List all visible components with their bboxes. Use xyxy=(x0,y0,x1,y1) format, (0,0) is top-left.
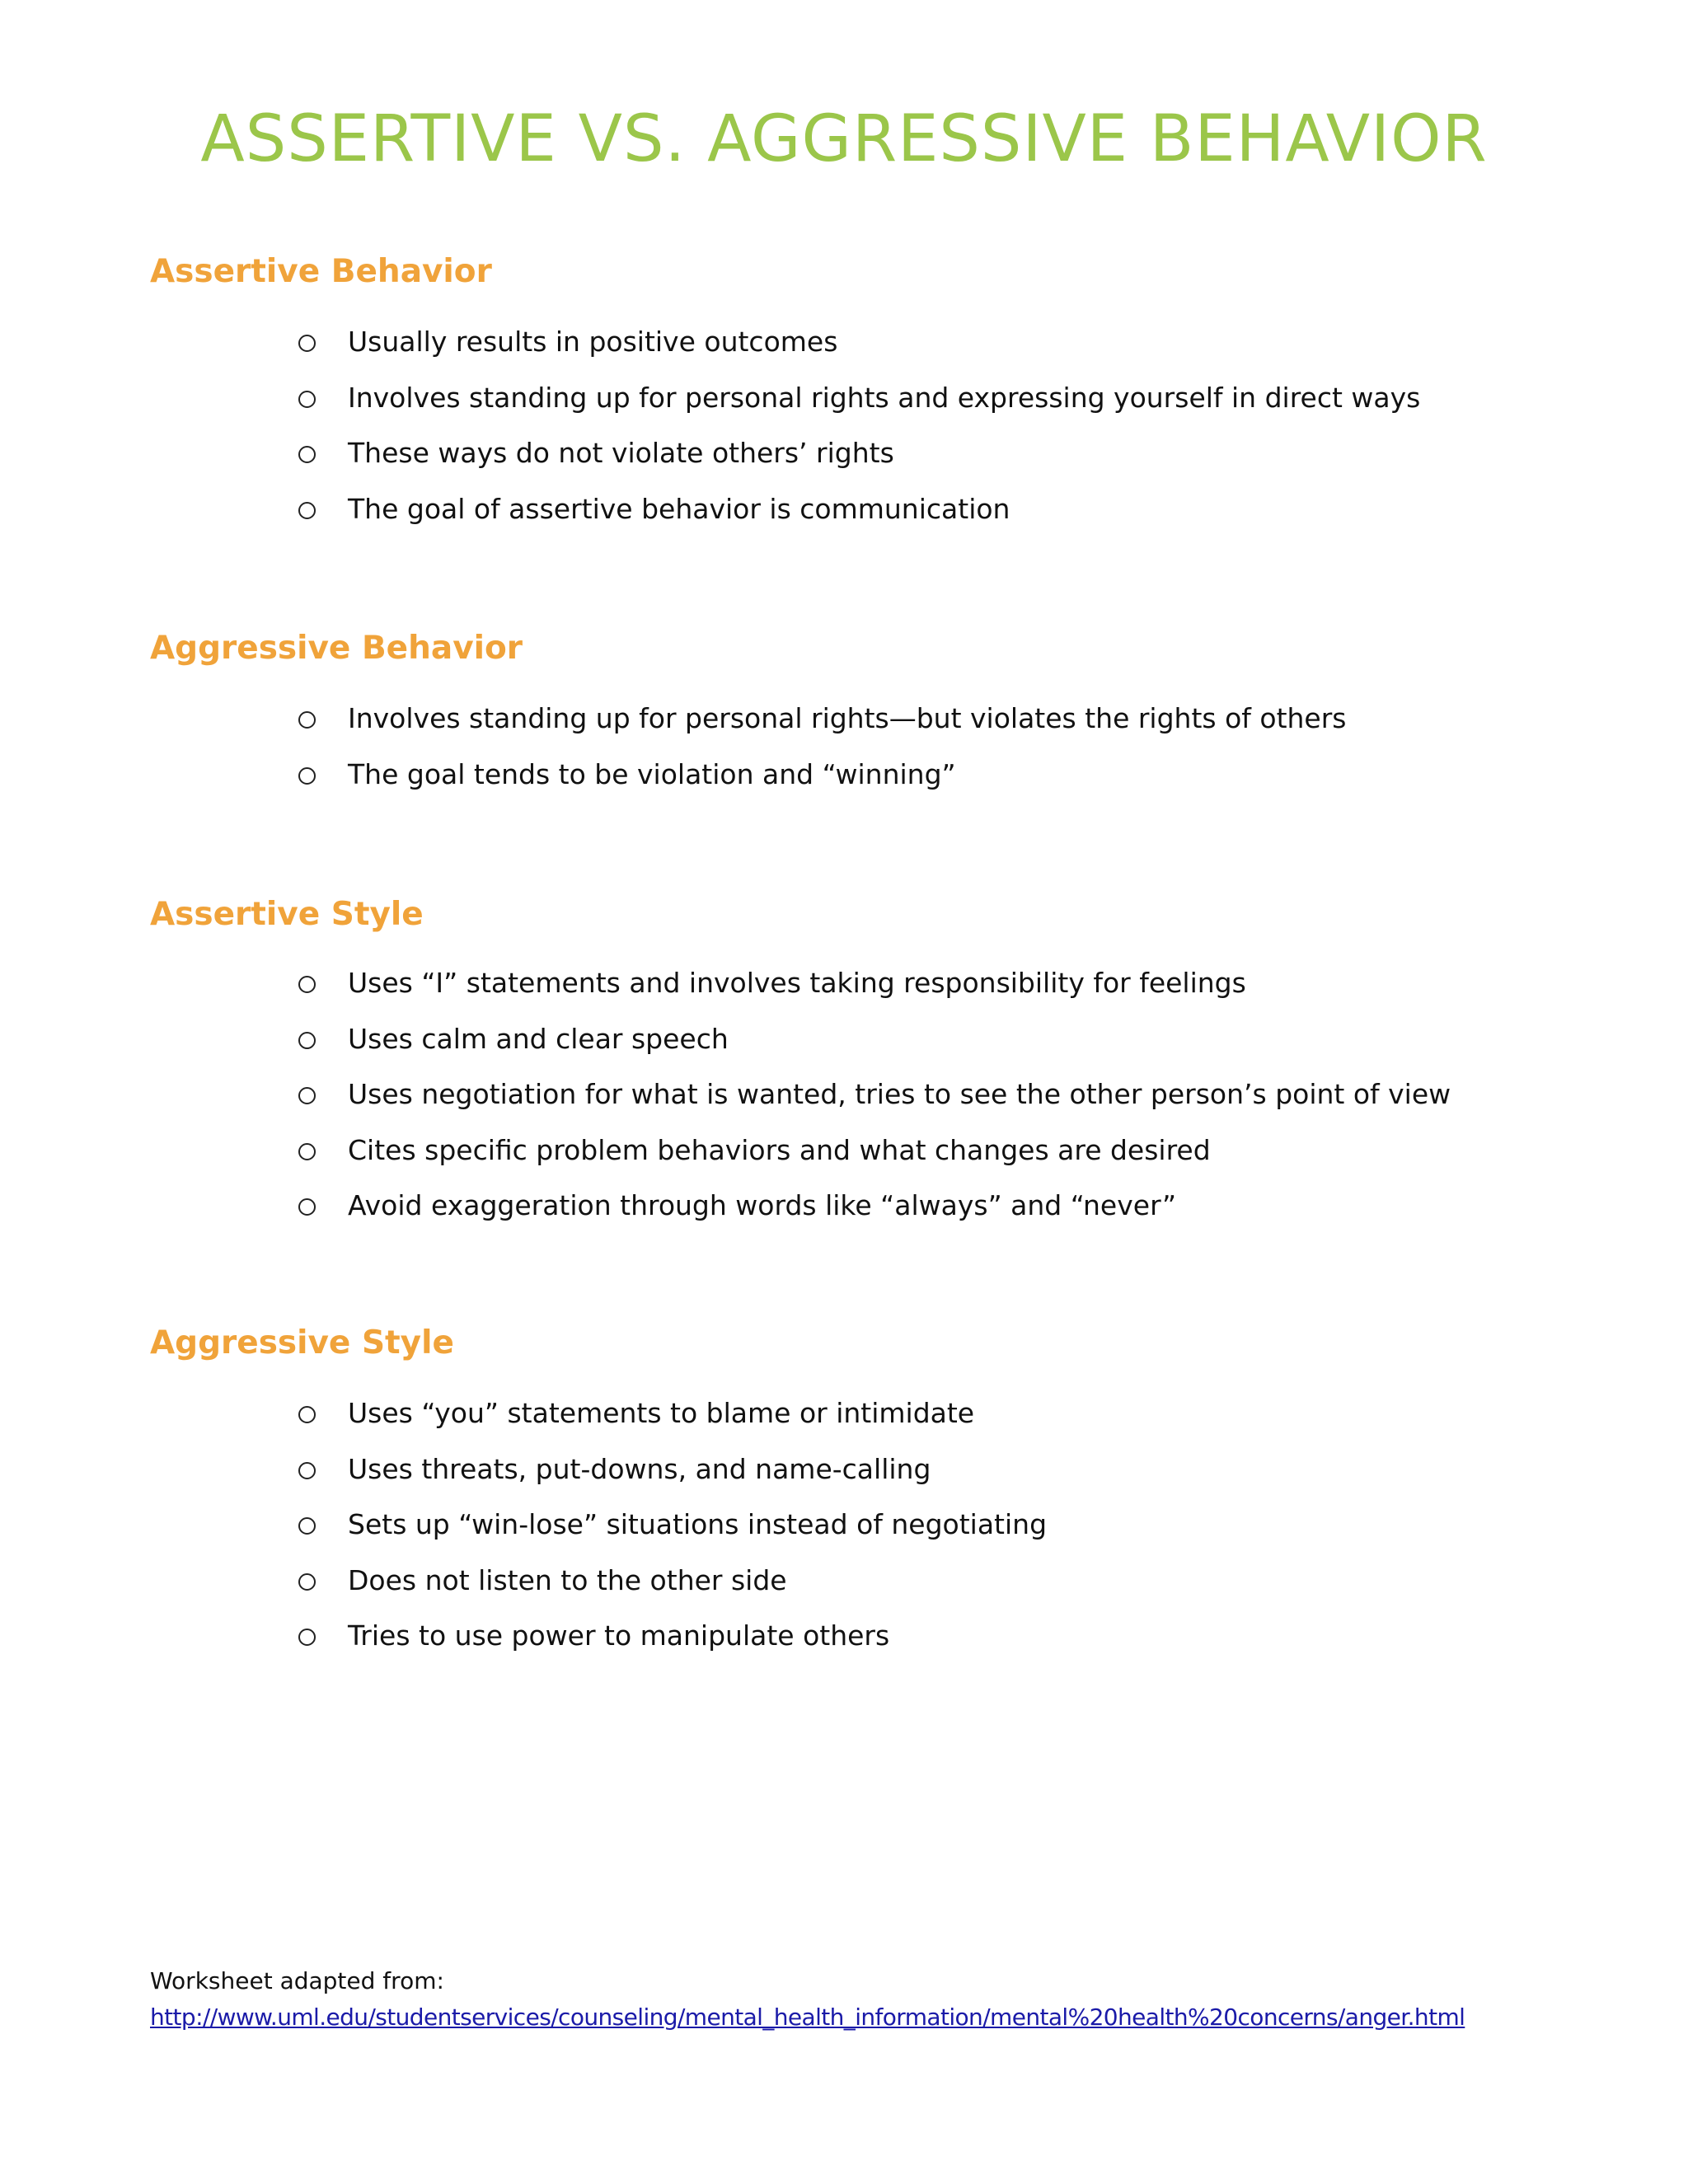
circle-bullet-icon xyxy=(298,446,316,463)
list-item xyxy=(298,1397,1551,1459)
source-link[interactable]: http://www.uml.edu/studentservices/counseling/mental_health_information/mental%20health%20concerns/anger.html xyxy=(150,2004,1465,2031)
list-item-text: Uses negotiation for what is wanted, tries to see the other person’s point of view xyxy=(348,1078,1451,1110)
circle-bullet-icon xyxy=(298,767,316,785)
list-item xyxy=(298,757,1551,820)
list-item-text: Cites specific problem behaviors and what changes are desired xyxy=(348,1133,1211,1166)
list-item xyxy=(298,326,1551,387)
list-item-text: Uses “I” statements and involves taking responsibility for feelings xyxy=(348,967,1246,999)
list-item-text: The goal tends to be violation and “winning” xyxy=(348,757,956,790)
list-item xyxy=(298,381,1551,443)
list-item-text: Uses threats, put-downs, and name-calling xyxy=(348,1452,931,1485)
list-item xyxy=(298,1133,1551,1196)
circle-bullet-icon xyxy=(298,502,316,519)
section-aggressive-behavior xyxy=(150,630,1551,790)
page-title: ASSERTIVE VS. AGGRESSIVE BEHAVIOR xyxy=(200,102,1488,176)
section-aggressive-style xyxy=(150,1324,1551,1652)
section-heading: Assertive Style xyxy=(150,896,424,933)
list-item-text: Avoid exaggeration through words like “always” and “never” xyxy=(348,1189,1177,1221)
circle-bullet-icon xyxy=(298,391,316,408)
footer xyxy=(150,1967,1551,2031)
circle-bullet-icon xyxy=(298,711,316,729)
list-item-text: Uses “you” statements to blame or intimidate xyxy=(348,1397,975,1429)
circle-bullet-icon xyxy=(298,976,316,993)
list-item xyxy=(298,1563,1551,1626)
circle-bullet-icon xyxy=(298,1517,316,1535)
list-item xyxy=(298,1452,1551,1515)
list-item xyxy=(298,1189,1551,1251)
section-heading: Aggressive Behavior xyxy=(150,630,523,667)
circle-bullet-icon xyxy=(298,1087,316,1104)
circle-bullet-icon xyxy=(298,1573,316,1591)
circle-bullet-icon xyxy=(298,1198,316,1216)
section-assertive-behavior xyxy=(150,253,1551,525)
list-item-text: Involves standing up for personal rights and expressing yourself in direct ways xyxy=(348,381,1421,414)
circle-bullet-icon xyxy=(298,1406,316,1423)
list-item xyxy=(298,702,1551,764)
circle-bullet-icon xyxy=(298,1462,316,1479)
list-item xyxy=(298,1508,1551,1570)
list-item-text: The goal of assertive behavior is communication xyxy=(348,492,1010,525)
list-item-text: Usually results in positive outcomes xyxy=(348,326,838,358)
footer-label: Worksheet adapted from: xyxy=(150,1967,444,1994)
circle-bullet-icon xyxy=(298,1143,316,1160)
list-item xyxy=(298,967,1551,1029)
list-item-text: Involves standing up for personal rights—but violates the rights of others xyxy=(348,702,1347,734)
section-heading: Assertive Behavior xyxy=(150,253,492,290)
list-item xyxy=(298,1022,1551,1085)
section-assertive-style xyxy=(150,896,1551,1221)
list-item xyxy=(298,437,1551,499)
bullet-list xyxy=(298,967,1551,1251)
list-item xyxy=(298,492,1551,555)
bullet-list xyxy=(298,1397,1551,1681)
circle-bullet-icon xyxy=(298,1032,316,1049)
list-item xyxy=(298,1078,1551,1140)
list-item-text: These ways do not violate others’ rights xyxy=(348,437,894,469)
bullet-list xyxy=(298,326,1551,554)
list-item-text: Tries to use power to manipulate others xyxy=(348,1619,890,1652)
section-heading: Aggressive Style xyxy=(150,1324,454,1361)
circle-bullet-icon xyxy=(298,335,316,352)
list-item-text: Sets up “win-lose” situations instead of negotiating xyxy=(348,1508,1048,1540)
list-item-text: Uses calm and clear speech xyxy=(348,1022,729,1055)
circle-bullet-icon xyxy=(298,1629,316,1646)
list-item xyxy=(298,1619,1551,1681)
list-item-text: Does not listen to the other side xyxy=(348,1563,787,1596)
bullet-list xyxy=(298,702,1551,819)
